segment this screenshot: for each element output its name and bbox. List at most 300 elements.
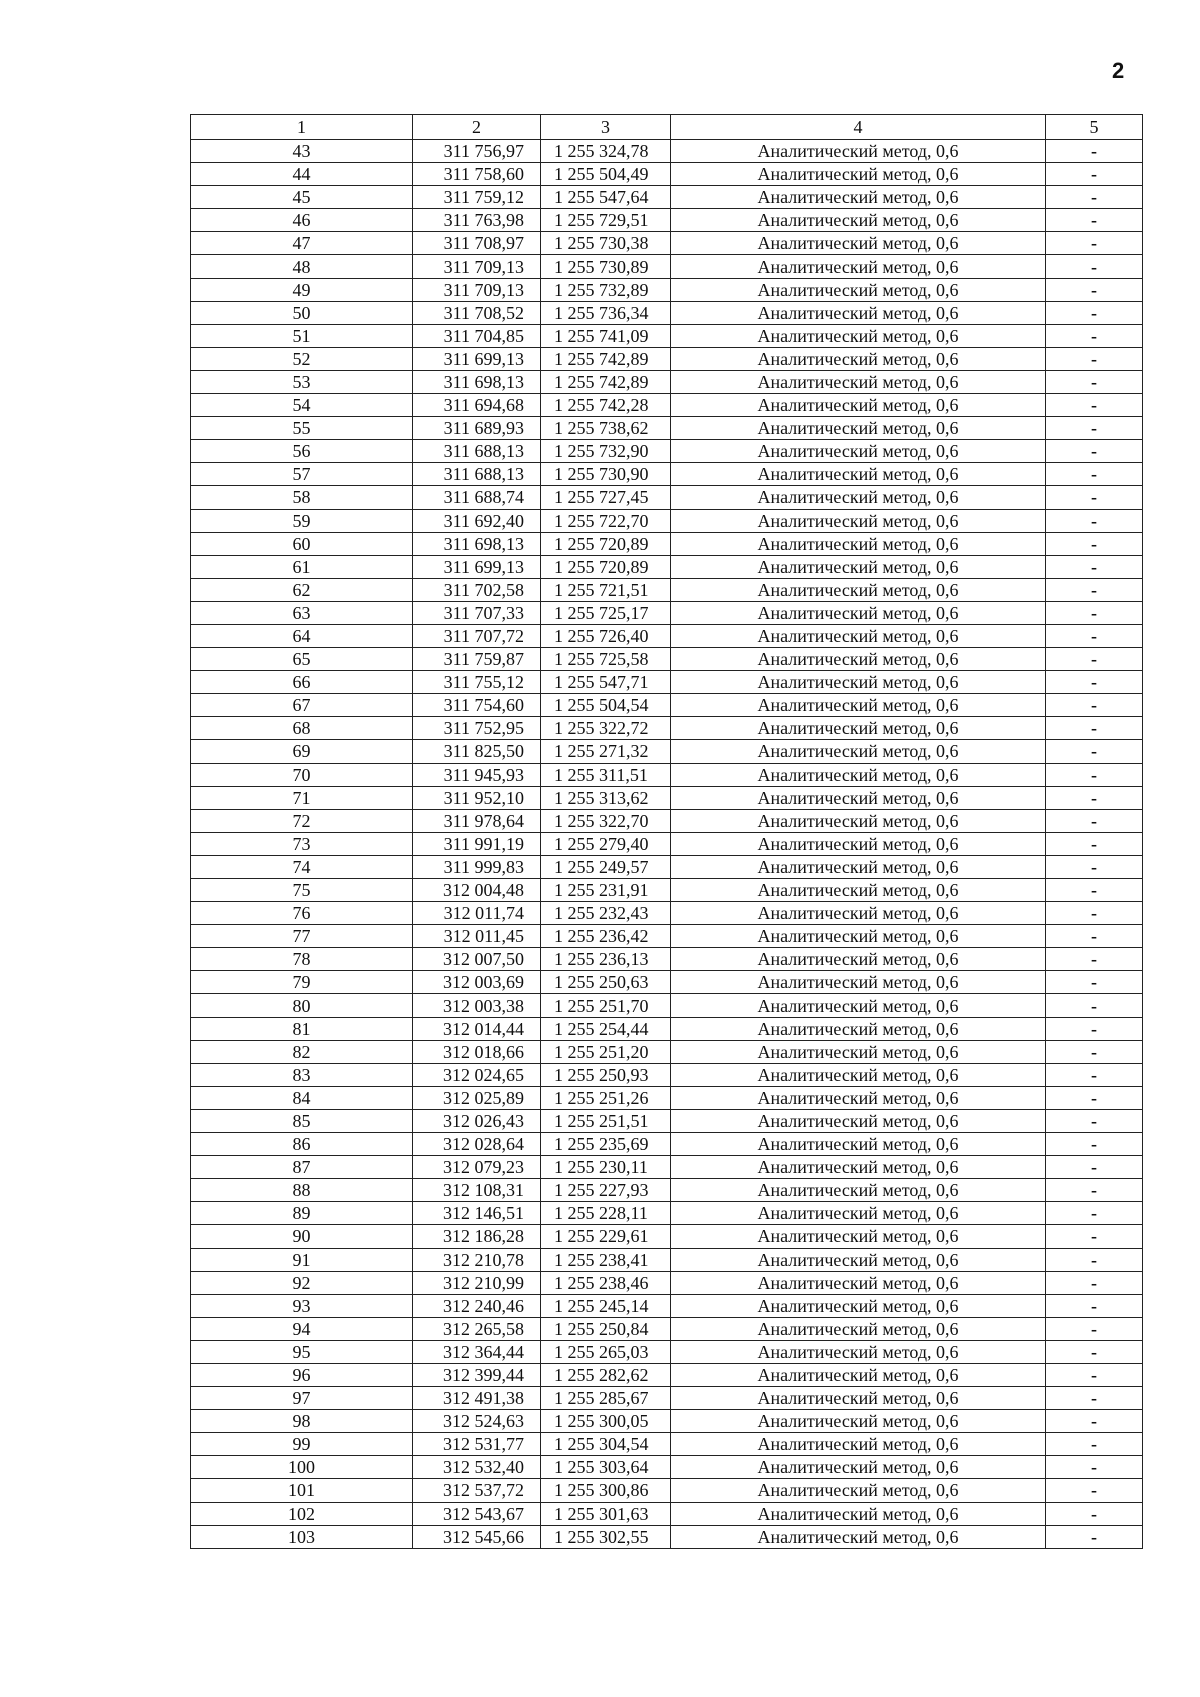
- point-number-cell: 79: [191, 971, 413, 994]
- y-coordinate-cell: 1 255 301,63: [541, 1502, 671, 1525]
- x-coordinate-cell: 311 759,87: [413, 648, 541, 671]
- y-coordinate-cell: 1 255 251,26: [541, 1086, 671, 1109]
- y-coordinate-cell: 1 255 249,57: [541, 855, 671, 878]
- x-coordinate-cell: 311 755,12: [413, 671, 541, 694]
- table-row: [191, 1294, 1143, 1317]
- method-cell: Аналитический метод, 0,6: [671, 1363, 1046, 1386]
- x-coordinate-cell: 312 265,58: [413, 1317, 541, 1340]
- point-number-cell: 49: [191, 278, 413, 301]
- table-row: [191, 832, 1143, 855]
- note-cell: -: [1046, 347, 1143, 370]
- x-coordinate-cell: 311 999,83: [413, 855, 541, 878]
- table-header-row: [191, 115, 1143, 140]
- note-cell: -: [1046, 855, 1143, 878]
- point-number-cell: 75: [191, 879, 413, 902]
- point-number-cell: 87: [191, 1156, 413, 1179]
- y-coordinate-cell: 1 255 302,55: [541, 1525, 671, 1548]
- note-cell: -: [1046, 186, 1143, 209]
- note-cell: -: [1046, 163, 1143, 186]
- point-number-cell: 101: [191, 1479, 413, 1502]
- note-cell: -: [1046, 1294, 1143, 1317]
- point-number-cell: 96: [191, 1363, 413, 1386]
- y-coordinate-cell: 1 255 300,05: [541, 1410, 671, 1433]
- note-cell: -: [1046, 1387, 1143, 1410]
- table-row: [191, 509, 1143, 532]
- y-coordinate-cell: 1 255 250,63: [541, 971, 671, 994]
- point-number-cell: 102: [191, 1502, 413, 1525]
- note-cell: -: [1046, 278, 1143, 301]
- table-row: [191, 1410, 1143, 1433]
- x-coordinate-cell: 312 240,46: [413, 1294, 541, 1317]
- note-cell: -: [1046, 1156, 1143, 1179]
- y-coordinate-cell: 1 255 231,91: [541, 879, 671, 902]
- table-row: [191, 463, 1143, 486]
- y-coordinate-cell: 1 255 236,13: [541, 948, 671, 971]
- method-cell: Аналитический метод, 0,6: [671, 440, 1046, 463]
- note-cell: -: [1046, 832, 1143, 855]
- y-coordinate-cell: 1 255 265,03: [541, 1340, 671, 1363]
- point-number-cell: 57: [191, 463, 413, 486]
- table-row: [191, 301, 1143, 324]
- x-coordinate-cell: 311 708,97: [413, 232, 541, 255]
- method-cell: Аналитический метод, 0,6: [671, 1294, 1046, 1317]
- table-row: [191, 809, 1143, 832]
- point-number-cell: 98: [191, 1410, 413, 1433]
- note-cell: -: [1046, 1133, 1143, 1156]
- method-cell: Аналитический метод, 0,6: [671, 1410, 1046, 1433]
- y-coordinate-cell: 1 255 304,54: [541, 1433, 671, 1456]
- table-row: [191, 694, 1143, 717]
- note-cell: -: [1046, 925, 1143, 948]
- table-row: [191, 417, 1143, 440]
- x-coordinate-cell: 311 978,64: [413, 809, 541, 832]
- note-cell: -: [1046, 1086, 1143, 1109]
- note-cell: -: [1046, 1017, 1143, 1040]
- table-row: [191, 186, 1143, 209]
- point-number-cell: 86: [191, 1133, 413, 1156]
- table-row: [191, 648, 1143, 671]
- method-cell: Аналитический метод, 0,6: [671, 370, 1046, 393]
- table-row: [191, 532, 1143, 555]
- method-cell: Аналитический метод, 0,6: [671, 555, 1046, 578]
- method-cell: Аналитический метод, 0,6: [671, 140, 1046, 163]
- table-row: [191, 1479, 1143, 1502]
- x-coordinate-cell: 311 707,33: [413, 601, 541, 624]
- x-coordinate-cell: 312 531,77: [413, 1433, 541, 1456]
- y-coordinate-cell: 1 255 729,51: [541, 209, 671, 232]
- point-number-cell: 77: [191, 925, 413, 948]
- method-cell: Аналитический метод, 0,6: [671, 925, 1046, 948]
- point-number-cell: 47: [191, 232, 413, 255]
- x-coordinate-cell: 311 758,60: [413, 163, 541, 186]
- x-coordinate-cell: 311 952,10: [413, 786, 541, 809]
- y-coordinate-cell: 1 255 235,69: [541, 1133, 671, 1156]
- y-coordinate-cell: 1 255 251,70: [541, 994, 671, 1017]
- x-coordinate-cell: 312 007,50: [413, 948, 541, 971]
- column-header-4: 4: [671, 115, 1046, 140]
- table-body: [191, 140, 1143, 1549]
- table-row: [191, 1387, 1143, 1410]
- note-cell: -: [1046, 671, 1143, 694]
- x-coordinate-cell: 311 756,97: [413, 140, 541, 163]
- y-coordinate-cell: 1 255 311,51: [541, 763, 671, 786]
- coordinates-table-container: [190, 114, 1142, 1549]
- method-cell: Аналитический метод, 0,6: [671, 278, 1046, 301]
- method-cell: Аналитический метод, 0,6: [671, 1040, 1046, 1063]
- x-coordinate-cell: 311 702,58: [413, 578, 541, 601]
- method-cell: Аналитический метод, 0,6: [671, 1502, 1046, 1525]
- method-cell: Аналитический метод, 0,6: [671, 1179, 1046, 1202]
- y-coordinate-cell: 1 255 254,44: [541, 1017, 671, 1040]
- x-coordinate-cell: 311 991,19: [413, 832, 541, 855]
- x-coordinate-cell: 312 210,99: [413, 1271, 541, 1294]
- method-cell: Аналитический метод, 0,6: [671, 1017, 1046, 1040]
- point-number-cell: 56: [191, 440, 413, 463]
- point-number-cell: 84: [191, 1086, 413, 1109]
- point-number-cell: 66: [191, 671, 413, 694]
- table-row: [191, 624, 1143, 647]
- point-number-cell: 89: [191, 1202, 413, 1225]
- note-cell: -: [1046, 301, 1143, 324]
- method-cell: Аналитический метод, 0,6: [671, 1225, 1046, 1248]
- x-coordinate-cell: 312 014,44: [413, 1017, 541, 1040]
- note-cell: -: [1046, 1433, 1143, 1456]
- x-coordinate-cell: 312 491,38: [413, 1387, 541, 1410]
- method-cell: Аналитический метод, 0,6: [671, 879, 1046, 902]
- note-cell: -: [1046, 1479, 1143, 1502]
- note-cell: -: [1046, 948, 1143, 971]
- y-coordinate-cell: 1 255 245,14: [541, 1294, 671, 1317]
- y-coordinate-cell: 1 255 504,49: [541, 163, 671, 186]
- x-coordinate-cell: 311 825,50: [413, 740, 541, 763]
- table-row: [191, 232, 1143, 255]
- point-number-cell: 67: [191, 694, 413, 717]
- method-cell: Аналитический метод, 0,6: [671, 601, 1046, 624]
- point-number-cell: 50: [191, 301, 413, 324]
- point-number-cell: 54: [191, 394, 413, 417]
- method-cell: Аналитический метод, 0,6: [671, 1456, 1046, 1479]
- point-number-cell: 94: [191, 1317, 413, 1340]
- y-coordinate-cell: 1 255 727,45: [541, 486, 671, 509]
- table-row: [191, 1317, 1143, 1340]
- x-coordinate-cell: 312 011,74: [413, 902, 541, 925]
- x-coordinate-cell: 312 004,48: [413, 879, 541, 902]
- y-coordinate-cell: 1 255 730,89: [541, 255, 671, 278]
- y-coordinate-cell: 1 255 230,11: [541, 1156, 671, 1179]
- note-cell: -: [1046, 624, 1143, 647]
- y-coordinate-cell: 1 255 322,72: [541, 717, 671, 740]
- y-coordinate-cell: 1 255 324,78: [541, 140, 671, 163]
- x-coordinate-cell: 312 532,40: [413, 1456, 541, 1479]
- point-number-cell: 46: [191, 209, 413, 232]
- y-coordinate-cell: 1 255 238,46: [541, 1271, 671, 1294]
- y-coordinate-cell: 1 255 742,28: [541, 394, 671, 417]
- note-cell: -: [1046, 994, 1143, 1017]
- column-header-5: 5: [1046, 115, 1143, 140]
- y-coordinate-cell: 1 255 285,67: [541, 1387, 671, 1410]
- y-coordinate-cell: 1 255 228,11: [541, 1202, 671, 1225]
- table-row: [191, 486, 1143, 509]
- y-coordinate-cell: 1 255 250,84: [541, 1317, 671, 1340]
- method-cell: Аналитический метод, 0,6: [671, 1086, 1046, 1109]
- y-coordinate-cell: 1 255 547,64: [541, 186, 671, 209]
- method-cell: Аналитический метод, 0,6: [671, 1340, 1046, 1363]
- table-row: [191, 1086, 1143, 1109]
- x-coordinate-cell: 311 709,13: [413, 278, 541, 301]
- y-coordinate-cell: 1 255 313,62: [541, 786, 671, 809]
- note-cell: -: [1046, 532, 1143, 555]
- y-coordinate-cell: 1 255 721,51: [541, 578, 671, 601]
- table-row: [191, 925, 1143, 948]
- note-cell: -: [1046, 1317, 1143, 1340]
- table-row: [191, 163, 1143, 186]
- y-coordinate-cell: 1 255 504,54: [541, 694, 671, 717]
- note-cell: -: [1046, 809, 1143, 832]
- note-cell: -: [1046, 140, 1143, 163]
- x-coordinate-cell: 311 688,13: [413, 463, 541, 486]
- note-cell: -: [1046, 370, 1143, 393]
- x-coordinate-cell: 312 025,89: [413, 1086, 541, 1109]
- coordinates-table: [190, 114, 1143, 1549]
- table-row: [191, 1133, 1143, 1156]
- table-row: [191, 971, 1143, 994]
- y-coordinate-cell: 1 255 732,90: [541, 440, 671, 463]
- note-cell: -: [1046, 1363, 1143, 1386]
- point-number-cell: 58: [191, 486, 413, 509]
- table-row: [191, 601, 1143, 624]
- y-coordinate-cell: 1 255 238,41: [541, 1248, 671, 1271]
- point-number-cell: 48: [191, 255, 413, 278]
- method-cell: Аналитический метод, 0,6: [671, 1387, 1046, 1410]
- y-coordinate-cell: 1 255 282,62: [541, 1363, 671, 1386]
- x-coordinate-cell: 312 537,72: [413, 1479, 541, 1502]
- table-row: [191, 1363, 1143, 1386]
- y-coordinate-cell: 1 255 250,93: [541, 1063, 671, 1086]
- method-cell: Аналитический метод, 0,6: [671, 809, 1046, 832]
- x-coordinate-cell: 312 003,69: [413, 971, 541, 994]
- point-number-cell: 97: [191, 1387, 413, 1410]
- column-header-1: 1: [191, 115, 413, 140]
- x-coordinate-cell: 312 011,45: [413, 925, 541, 948]
- point-number-cell: 103: [191, 1525, 413, 1548]
- x-coordinate-cell: 311 708,52: [413, 301, 541, 324]
- table-row: [191, 1456, 1143, 1479]
- point-number-cell: 93: [191, 1294, 413, 1317]
- note-cell: -: [1046, 232, 1143, 255]
- method-cell: Аналитический метод, 0,6: [671, 163, 1046, 186]
- x-coordinate-cell: 311 688,74: [413, 486, 541, 509]
- point-number-cell: 85: [191, 1109, 413, 1132]
- y-coordinate-cell: 1 255 303,64: [541, 1456, 671, 1479]
- note-cell: -: [1046, 1340, 1143, 1363]
- point-number-cell: 76: [191, 902, 413, 925]
- table-row: [191, 1109, 1143, 1132]
- note-cell: -: [1046, 324, 1143, 347]
- y-coordinate-cell: 1 255 229,61: [541, 1225, 671, 1248]
- x-coordinate-cell: 311 699,13: [413, 555, 541, 578]
- method-cell: Аналитический метод, 0,6: [671, 994, 1046, 1017]
- method-cell: Аналитический метод, 0,6: [671, 740, 1046, 763]
- x-coordinate-cell: 312 364,44: [413, 1340, 541, 1363]
- y-coordinate-cell: 1 255 232,43: [541, 902, 671, 925]
- method-cell: Аналитический метод, 0,6: [671, 1156, 1046, 1179]
- point-number-cell: 64: [191, 624, 413, 647]
- method-cell: Аналитический метод, 0,6: [671, 1248, 1046, 1271]
- point-number-cell: 45: [191, 186, 413, 209]
- x-coordinate-cell: 311 752,95: [413, 717, 541, 740]
- note-cell: -: [1046, 255, 1143, 278]
- y-coordinate-cell: 1 255 227,93: [541, 1179, 671, 1202]
- note-cell: -: [1046, 740, 1143, 763]
- note-cell: -: [1046, 1179, 1143, 1202]
- note-cell: -: [1046, 648, 1143, 671]
- method-cell: Аналитический метод, 0,6: [671, 394, 1046, 417]
- x-coordinate-cell: 312 210,78: [413, 1248, 541, 1271]
- table-row: [191, 578, 1143, 601]
- x-coordinate-cell: 311 694,68: [413, 394, 541, 417]
- y-coordinate-cell: 1 255 720,89: [541, 532, 671, 555]
- x-coordinate-cell: 312 026,43: [413, 1109, 541, 1132]
- note-cell: -: [1046, 1109, 1143, 1132]
- method-cell: Аналитический метод, 0,6: [671, 347, 1046, 370]
- method-cell: Аналитический метод, 0,6: [671, 578, 1046, 601]
- table-row: [191, 948, 1143, 971]
- x-coordinate-cell: 312 524,63: [413, 1410, 541, 1433]
- table-row: [191, 324, 1143, 347]
- method-cell: Аналитический метод, 0,6: [671, 648, 1046, 671]
- table-row: [191, 1248, 1143, 1271]
- point-number-cell: 60: [191, 532, 413, 555]
- method-cell: Аналитический метод, 0,6: [671, 1525, 1046, 1548]
- note-cell: -: [1046, 463, 1143, 486]
- point-number-cell: 62: [191, 578, 413, 601]
- x-coordinate-cell: 312 079,23: [413, 1156, 541, 1179]
- method-cell: Аналитический метод, 0,6: [671, 232, 1046, 255]
- method-cell: Аналитический метод, 0,6: [671, 717, 1046, 740]
- table-row: [191, 763, 1143, 786]
- x-coordinate-cell: 311 707,72: [413, 624, 541, 647]
- note-cell: -: [1046, 209, 1143, 232]
- x-coordinate-cell: 312 186,28: [413, 1225, 541, 1248]
- x-coordinate-cell: 312 399,44: [413, 1363, 541, 1386]
- point-number-cell: 55: [191, 417, 413, 440]
- y-coordinate-cell: 1 255 236,42: [541, 925, 671, 948]
- note-cell: -: [1046, 902, 1143, 925]
- y-coordinate-cell: 1 255 730,38: [541, 232, 671, 255]
- point-number-cell: 59: [191, 509, 413, 532]
- table-row: [191, 902, 1143, 925]
- table-row: [191, 370, 1143, 393]
- table-row: [191, 879, 1143, 902]
- point-number-cell: 63: [191, 601, 413, 624]
- table-row: [191, 1040, 1143, 1063]
- x-coordinate-cell: 312 028,64: [413, 1133, 541, 1156]
- note-cell: -: [1046, 578, 1143, 601]
- table-row: [191, 255, 1143, 278]
- table-row: [191, 671, 1143, 694]
- note-cell: -: [1046, 786, 1143, 809]
- point-number-cell: 88: [191, 1179, 413, 1202]
- note-cell: -: [1046, 486, 1143, 509]
- x-coordinate-cell: 311 759,12: [413, 186, 541, 209]
- point-number-cell: 99: [191, 1433, 413, 1456]
- method-cell: Аналитический метод, 0,6: [671, 463, 1046, 486]
- x-coordinate-cell: 311 698,13: [413, 532, 541, 555]
- table-row: [191, 994, 1143, 1017]
- table-row: [191, 1202, 1143, 1225]
- method-cell: Аналитический метод, 0,6: [671, 486, 1046, 509]
- note-cell: -: [1046, 717, 1143, 740]
- method-cell: Аналитический метод, 0,6: [671, 971, 1046, 994]
- note-cell: -: [1046, 971, 1143, 994]
- point-number-cell: 43: [191, 140, 413, 163]
- y-coordinate-cell: 1 255 547,71: [541, 671, 671, 694]
- method-cell: Аналитический метод, 0,6: [671, 209, 1046, 232]
- table-row: [191, 1525, 1143, 1548]
- table-row: [191, 1271, 1143, 1294]
- method-cell: Аналитический метод, 0,6: [671, 532, 1046, 555]
- y-coordinate-cell: 1 255 300,86: [541, 1479, 671, 1502]
- table-row: [191, 740, 1143, 763]
- method-cell: Аналитический метод, 0,6: [671, 186, 1046, 209]
- x-coordinate-cell: 311 688,13: [413, 440, 541, 463]
- table-row: [191, 1502, 1143, 1525]
- point-number-cell: 44: [191, 163, 413, 186]
- y-coordinate-cell: 1 255 722,70: [541, 509, 671, 532]
- table-row: [191, 347, 1143, 370]
- table-row: [191, 440, 1143, 463]
- x-coordinate-cell: 311 692,40: [413, 509, 541, 532]
- method-cell: Аналитический метод, 0,6: [671, 1133, 1046, 1156]
- point-number-cell: 73: [191, 832, 413, 855]
- table-row: [191, 1225, 1143, 1248]
- y-coordinate-cell: 1 255 271,32: [541, 740, 671, 763]
- x-coordinate-cell: 311 945,93: [413, 763, 541, 786]
- point-number-cell: 69: [191, 740, 413, 763]
- x-coordinate-cell: 311 699,13: [413, 347, 541, 370]
- y-coordinate-cell: 1 255 742,89: [541, 347, 671, 370]
- table-row: [191, 855, 1143, 878]
- y-coordinate-cell: 1 255 720,89: [541, 555, 671, 578]
- method-cell: Аналитический метод, 0,6: [671, 1202, 1046, 1225]
- method-cell: Аналитический метод, 0,6: [671, 509, 1046, 532]
- table-row: [191, 1179, 1143, 1202]
- note-cell: -: [1046, 440, 1143, 463]
- point-number-cell: 53: [191, 370, 413, 393]
- column-header-3: 3: [541, 115, 671, 140]
- column-header-2: 2: [413, 115, 541, 140]
- method-cell: Аналитический метод, 0,6: [671, 671, 1046, 694]
- table-row: [191, 717, 1143, 740]
- x-coordinate-cell: 312 018,66: [413, 1040, 541, 1063]
- y-coordinate-cell: 1 255 738,62: [541, 417, 671, 440]
- table-row: [191, 555, 1143, 578]
- point-number-cell: 65: [191, 648, 413, 671]
- note-cell: -: [1046, 509, 1143, 532]
- point-number-cell: 61: [191, 555, 413, 578]
- point-number-cell: 95: [191, 1340, 413, 1363]
- note-cell: -: [1046, 1225, 1143, 1248]
- method-cell: Аналитический метод, 0,6: [671, 902, 1046, 925]
- y-coordinate-cell: 1 255 251,20: [541, 1040, 671, 1063]
- point-number-cell: 70: [191, 763, 413, 786]
- method-cell: Аналитический метод, 0,6: [671, 1109, 1046, 1132]
- method-cell: Аналитический метод, 0,6: [671, 1479, 1046, 1502]
- note-cell: -: [1046, 601, 1143, 624]
- y-coordinate-cell: 1 255 726,40: [541, 624, 671, 647]
- x-coordinate-cell: 311 704,85: [413, 324, 541, 347]
- table-row: [191, 786, 1143, 809]
